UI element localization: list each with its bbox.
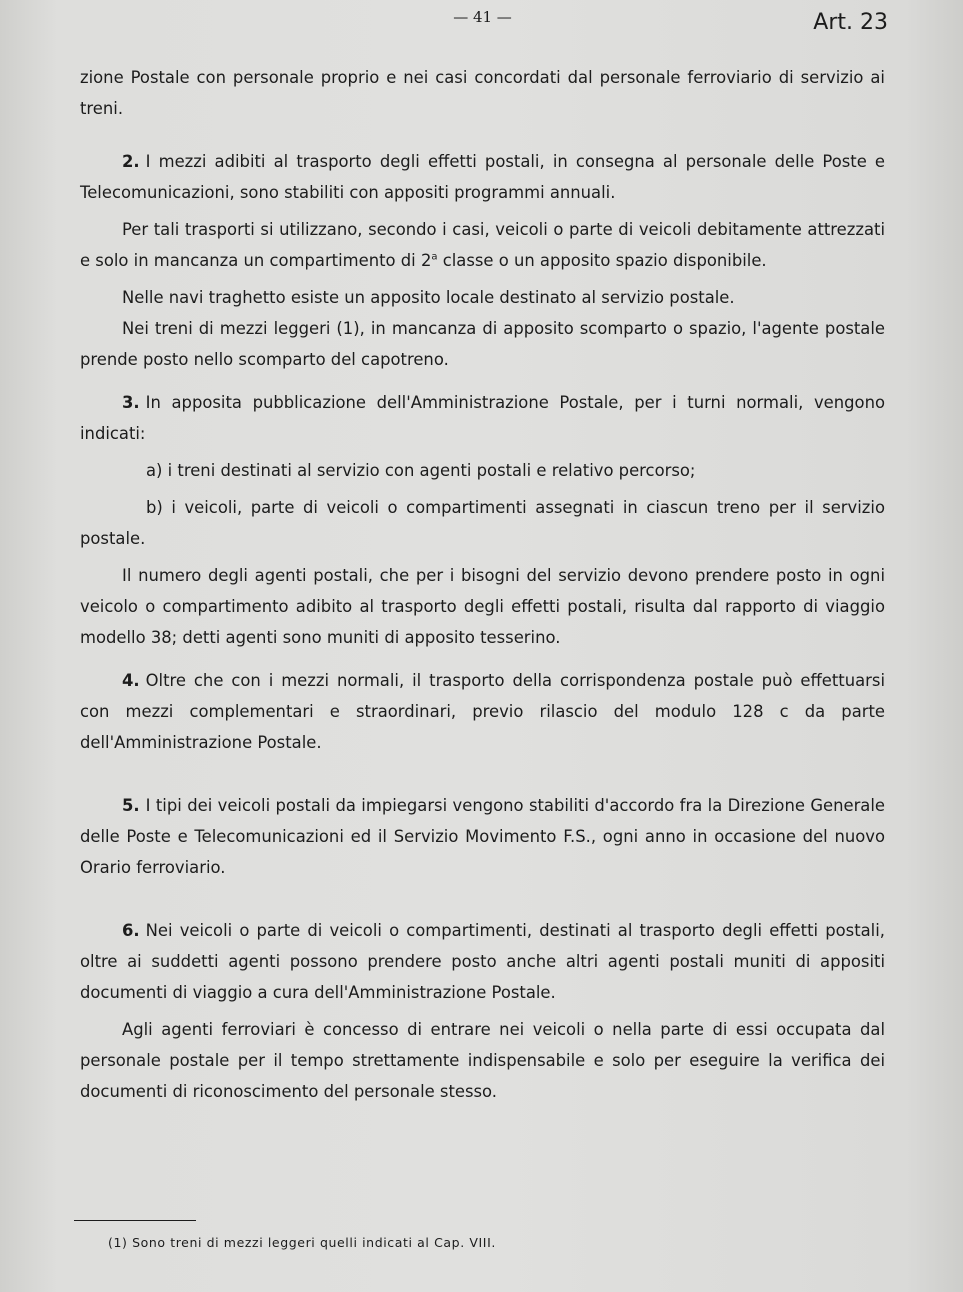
section-5-number: 5. — [122, 796, 140, 815]
section-2-paragraph-2: Per tali trasporti si utilizzano, secondo i casi, veicoli o parte di veicoli debitamente attrezzati e solo in mancanza un compartimento di 2$^a$ classe o un apposito spazio disponibile. — [80, 220, 885, 270]
section-3-number: 3. — [122, 393, 140, 412]
intro-paragraph: zione Postale con personale proprio e nei casi concordati dal personale ferroviario di servizio ai treni. — [80, 68, 885, 118]
section-2-number: 2. — [122, 152, 140, 171]
list-item-b: b) i veicoli, parte di veicoli o compartimenti assegnati in ciascun treno per il servizio postale. — [80, 498, 885, 548]
section-6-paragraph-1: 6. Nei veicoli o parte di veicoli o compartimenti, destinati al trasporto degli effetti postali, oltre ai suddetti agenti possono prendere posto anche altri agenti postali muniti di appositi documenti di viaggio a cura dell'Amministrazione Postale. — [80, 921, 885, 1002]
section-6-paragraph-2: Agli agenti ferroviari è concesso di entrare nei veicoli o nella parte di essi occupata dal personale postale per il tempo strettamente indispensabile e solo per eseguire la verifica dei documenti di riconoscimento del personale stesso. — [80, 1020, 885, 1101]
superscript: a — [431, 251, 438, 263]
section-3-paragraph-1: 3. In apposita pubblicazione dell'Amministrazione Postale, per i turni normali, vengono indicati: — [80, 393, 885, 443]
section-6-number: 6. — [122, 921, 140, 940]
document-body — [80, 62, 885, 1107]
page-number: — 41 — — [453, 8, 512, 26]
section-2-paragraph-3: Nelle navi traghetto esiste un apposito locale destinato al servizio postale. — [122, 288, 735, 307]
footnote-divider — [74, 1220, 196, 1221]
page-header — [80, 0, 888, 62]
section-3-paragraph-2: Il numero degli agenti postali, che per i bisogni del servizio devono prendere posto in ogni veicolo o compartimento adibito al trasporto degli effetti postali, risulta dal rapporto di viaggio modello 38; detti agenti sono muniti di apposito tesserino. — [80, 566, 885, 647]
footnote: (1) Sono treni di mezzi leggeri quelli indicati al Cap. VIII. — [108, 1235, 496, 1250]
list-item-a: a) i treni destinati al servizio con agenti postali e relativo percorso; — [146, 461, 696, 480]
section-5-paragraph-1: 5. I tipi dei veicoli postali da impiegarsi vengono stabiliti d'accordo fra la Direzione Generale delle Poste e Telecomunicazioni ed il Servizio Movimento F.S., ogni anno in occasione del nuovo Orario ferroviario. — [80, 796, 885, 877]
section-4-number: 4. — [122, 671, 140, 690]
section-2-paragraph-4: Nei treni di mezzi leggeri (1), in mancanza di apposito scomparto o spazio, l'agente postale prende posto nello scomparto del capotreno. — [80, 319, 885, 369]
section-4-paragraph-1: 4. Oltre che con i mezzi normali, il trasporto della corrispondenza postale può effettuarsi con mezzi complementari e straordinari, previo rilascio del modulo 128 c da parte dell'Amministrazione Postale. — [80, 671, 885, 752]
article-label: Art. 23 — [813, 10, 888, 35]
section-2-paragraph-1: 2. I mezzi adibiti al trasporto degli effetti postali, in consegna al personale delle Poste e Telecomunicazioni, sono stabiliti con appositi programmi annuali. — [80, 152, 885, 202]
